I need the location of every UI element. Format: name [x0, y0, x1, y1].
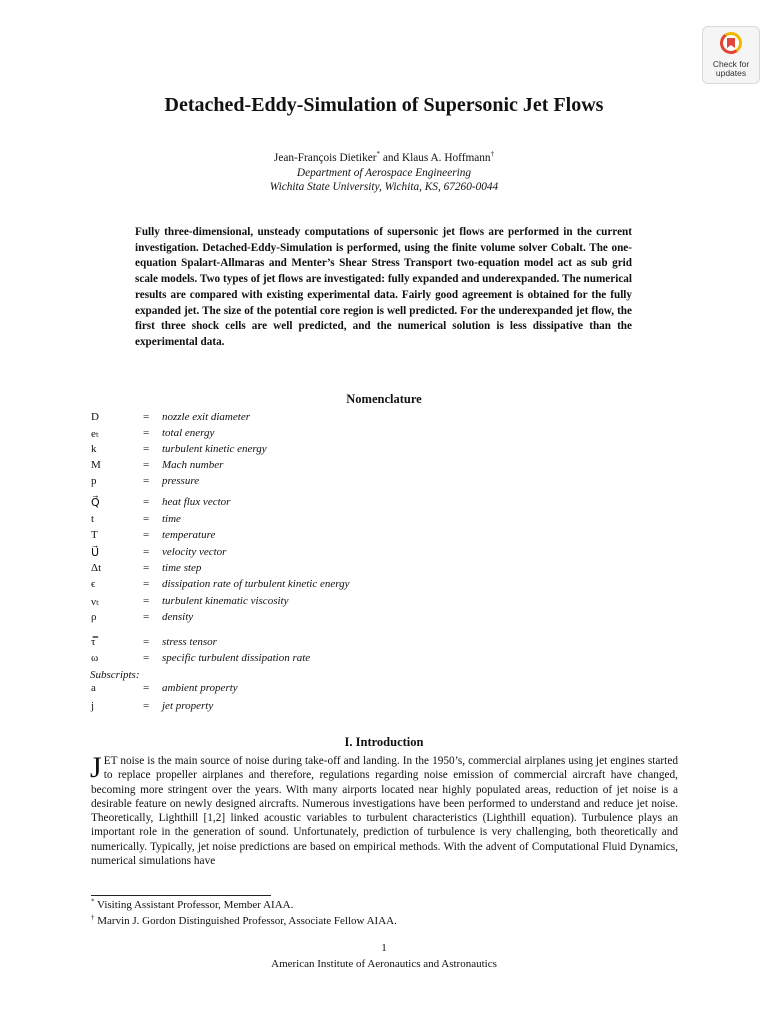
nomenclature-equals: =: [143, 529, 150, 541]
subscript-row: [0, 700, 768, 716]
nomenclature-definition: time step: [162, 562, 202, 574]
nomenclature-symbol: τ̿: [91, 636, 96, 648]
nomenclature-symbol: M: [91, 459, 101, 471]
footnote: [91, 899, 293, 911]
nomenclature-row: [0, 595, 768, 611]
introduction-text: ET noise is the main source of noise during take-off and landing. In the 1950’s, commercial airplanes using jet engines started to replace propeller airplanes and therefore, regulations regarding noise emission of commercial aircraft have changed, becoming more stringent over the years. With many airports located near highly populated areas, reduction of jet noise is a desirable feature on newly designed aircrafts. Numerous investigations have been performed to understand and reduce jet noise. Theoretically, Lighthill [1,2] linked acoustic variables to turbulent characteristics (Lighthill equation). Turbulence plays an important role in the generation of sound. Unfortunately, prediction of turbulence is very challenging, both theoretically and numerically. Typically, jet noise predictions are based on empirical methods. With the advent of Computational Fluid Dynamics, numerical simulations have: [91, 755, 678, 868]
nomenclature-symbol: ω: [91, 652, 99, 664]
page-number: 1: [381, 942, 387, 954]
subscript-row: [0, 682, 768, 698]
nomenclature-definition: nozzle exit diameter: [162, 411, 250, 423]
subscript-symbol: a: [91, 682, 96, 694]
section-heading-introduction: I. Introduction: [344, 735, 424, 749]
nomenclature-symbol: ϵ: [91, 578, 96, 590]
author-name: Jean-François Dietiker: [273, 152, 377, 164]
nomenclature-equals: =: [143, 443, 150, 455]
nomenclature-equals: =: [143, 496, 150, 508]
nomenclature-symbol: eₜ: [91, 428, 99, 440]
affiliation-university: Wichita State University, Wichita, KS, 67260-0044: [269, 181, 499, 193]
nomenclature-equals: =: [143, 636, 150, 648]
nomenclature-definition: temperature: [162, 529, 216, 541]
nomenclature-equals: =: [143, 562, 150, 574]
nomenclature-row: [0, 496, 768, 512]
nomenclature-symbol: U⃗: [91, 547, 100, 559]
nomenclature-symbol: t: [91, 513, 95, 525]
abstract: Fully three-dimensional, unsteady computations of supersonic jet flows are performed in the current investigation. Detached-Eddy-Simulation is performed, using the finite volume solver Cobalt. The one-equation Spalart-Allmaras and Menter’s Shear Stress Transport two-equation model act as sub grid scale models. Two types of jet flows are investigated: fully expanded and underexpanded. The numerical results are compared with existing experimental data. Fairly good agreement is obtained for the fully expanded jet. The size of the potential core region is well predicted. For the underexpanded jet flow, the first three shock cells are well predicted, and the numerical solution is less dissipative than the experimental data.: [135, 226, 632, 348]
nomenclature-symbol: νₜ: [91, 596, 99, 608]
nomenclature-symbol: D: [91, 411, 99, 423]
author-name: Klaus A. Hoffmann: [401, 152, 491, 164]
nomenclature-equals: =: [143, 652, 150, 664]
nomenclature-definition: specific turbulent dissipation rate: [162, 652, 311, 664]
subscript-equals: =: [143, 700, 150, 712]
nomenclature-definition: total energy: [162, 427, 215, 439]
footnote-divider: [91, 895, 271, 896]
footnote-text: Marvin J. Gordon Distinguished Professor, Associate Fellow AIAA.: [94, 915, 397, 927]
author-footnote-mark: †: [490, 150, 495, 159]
nomenclature-row: [0, 546, 768, 562]
subscript-equals: =: [143, 682, 150, 694]
nomenclature-row: [0, 513, 768, 529]
nomenclature-definition: density: [162, 611, 194, 623]
nomenclature-definition: Mach number: [162, 459, 224, 471]
author-footnote-mark: *: [376, 150, 380, 159]
nomenclature-row: [0, 562, 768, 578]
nomenclature-row: [0, 611, 768, 627]
nomenclature-definition: time: [162, 513, 181, 525]
nomenclature-row: [0, 411, 768, 427]
nomenclature-equals: =: [143, 546, 150, 558]
badge-label-line2: updates: [715, 68, 747, 78]
nomenclature-symbol: ρ: [91, 611, 97, 623]
nomenclature-row: [0, 459, 768, 475]
subscripts-label: Subscripts:: [90, 669, 140, 681]
nomenclature-symbol: p: [91, 475, 97, 487]
nomenclature-symbol: k: [91, 443, 97, 455]
introduction-paragraph: [90, 751, 678, 868]
footnote-mark: †: [91, 913, 95, 922]
footnote: [91, 915, 397, 927]
nomenclature-row: [0, 652, 768, 668]
nomenclature-definition: dissipation rate of turbulent kinetic energy: [162, 578, 350, 590]
nomenclature-definition: turbulent kinetic energy: [162, 443, 267, 455]
nomenclature-equals: =: [143, 427, 150, 439]
nomenclature-definition: velocity vector: [162, 546, 227, 558]
paper-title: Detached-Eddy-Simulation of Supersonic Jet Flows: [164, 94, 604, 116]
nomenclature-row: [0, 475, 768, 491]
nomenclature-equals: =: [143, 411, 150, 423]
badge-label-line1: Check for: [712, 59, 750, 69]
subscript-definition: jet property: [162, 700, 214, 712]
subscript-symbol: j: [91, 700, 95, 712]
nomenclature-row: [0, 636, 768, 652]
nomenclature-symbol: T: [91, 529, 98, 541]
author-line: [0, 151, 768, 165]
nomenclature-equals: =: [143, 459, 150, 471]
check-for-updates-badge[interactable]: [702, 26, 760, 84]
nomenclature-row: [0, 443, 768, 459]
nomenclature-row: [0, 578, 768, 594]
nomenclature-equals: =: [143, 513, 150, 525]
nomenclature-equals: =: [143, 611, 150, 623]
drop-cap: J: [90, 751, 102, 784]
subscript-definition: ambient property: [162, 682, 238, 694]
nomenclature-equals: =: [143, 595, 150, 607]
nomenclature-equals: =: [143, 475, 150, 487]
nomenclature-definition: pressure: [162, 475, 200, 487]
nomenclature-heading: Nomenclature: [346, 392, 422, 406]
nomenclature-row: [0, 529, 768, 545]
footer-publisher: American Institute of Aeronautics and Astronautics: [271, 958, 497, 970]
nomenclature-symbol: Q⃗: [91, 497, 100, 509]
nomenclature-symbol: Δt: [91, 562, 102, 574]
affiliation-department: Department of Aerospace Engineering: [296, 167, 472, 179]
author-joiner: and: [380, 152, 402, 164]
nomenclature-definition: stress tensor: [162, 636, 217, 648]
footnote-mark: *: [91, 897, 95, 906]
footnote-text: Visiting Assistant Professor, Member AIAA.: [94, 899, 294, 911]
nomenclature-equals: =: [143, 578, 150, 590]
nomenclature-definition: heat flux vector: [162, 496, 231, 508]
nomenclature-definition: turbulent kinematic viscosity: [162, 595, 289, 607]
nomenclature-row: [0, 427, 768, 443]
